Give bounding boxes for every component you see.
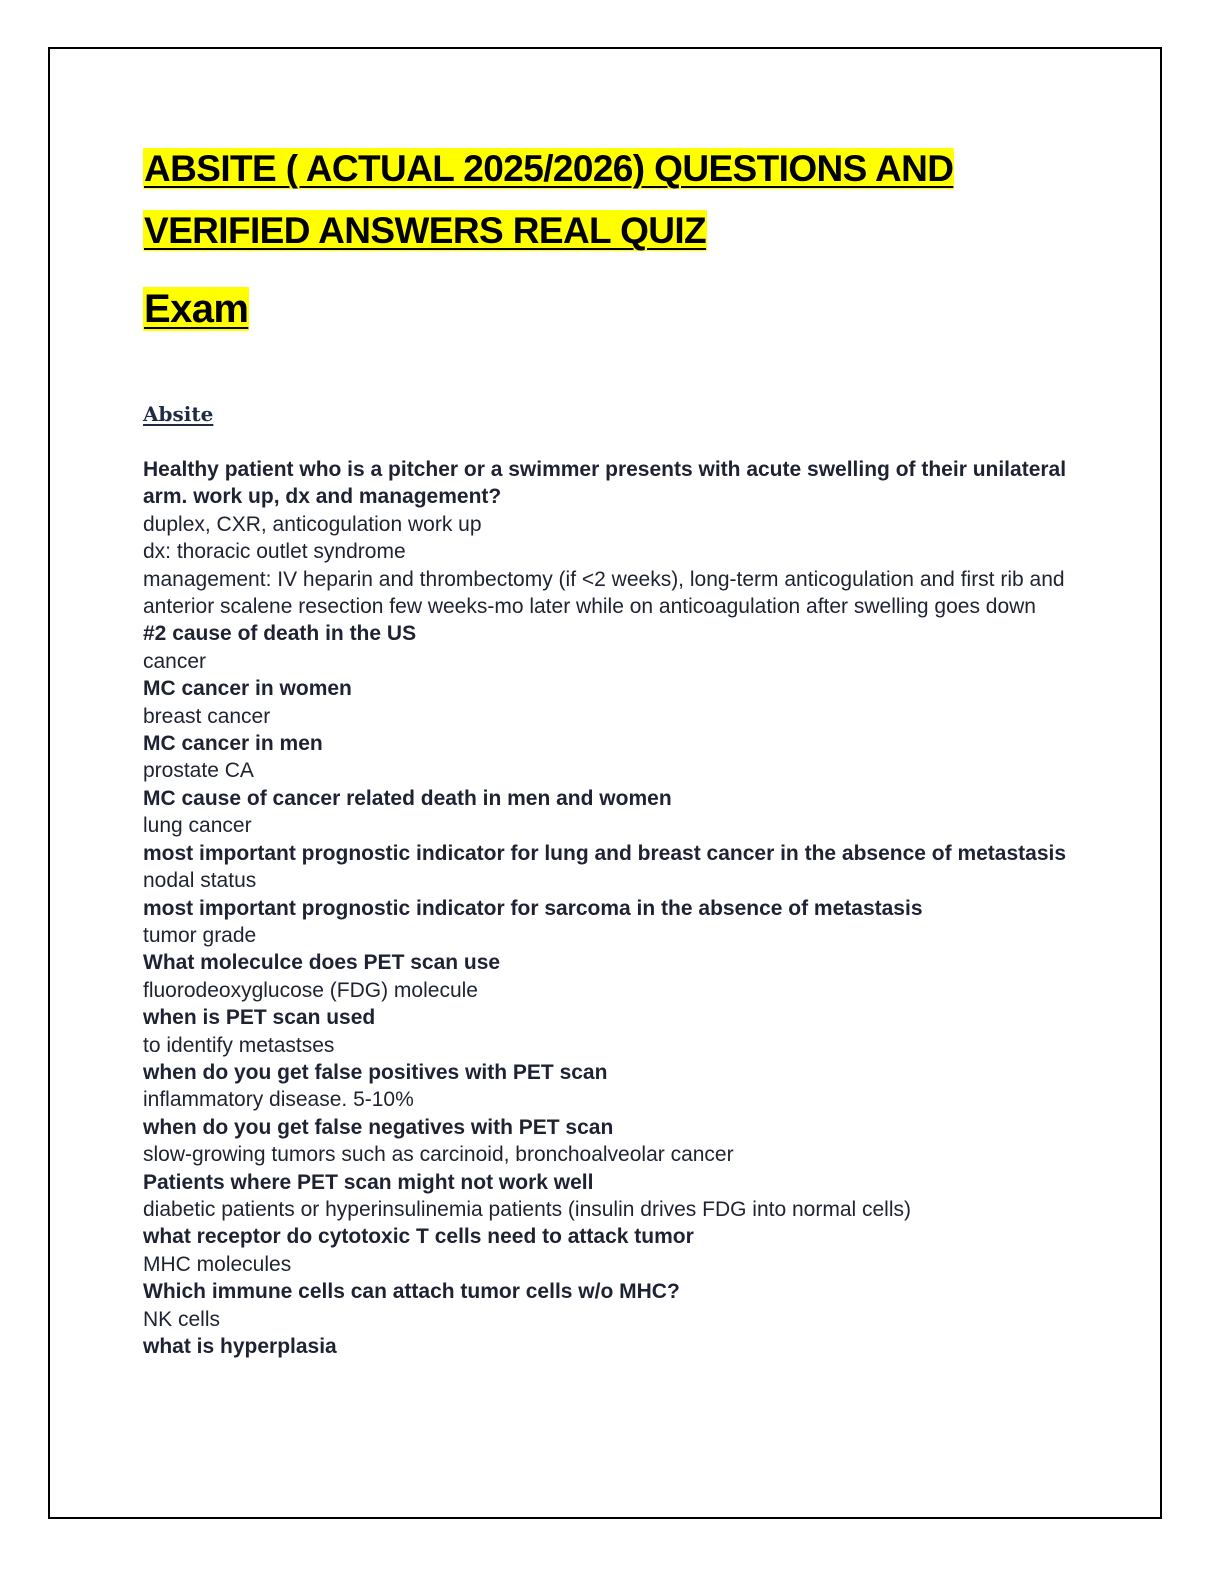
answer: breast cancer xyxy=(143,704,271,728)
answer: diabetic patients or hyperinsulinemia patients (insulin drives FDG into normal cells) xyxy=(143,1197,912,1221)
answer: nodal status xyxy=(143,869,257,893)
answer: fluorodeoxyglucose (FDG) molecule xyxy=(143,978,478,1002)
answer: dx: thoracic outlet syndrome xyxy=(143,540,406,564)
document-body xyxy=(143,138,1083,1360)
question: Which immune cells can attach tumor cells w/o MHC? xyxy=(143,1280,680,1304)
answer: MHC molecules xyxy=(143,1252,292,1276)
question: What moleculce does PET scan use xyxy=(143,951,501,975)
document-title-line-2: VERIFIED ANSWERS REAL QUIZ xyxy=(144,210,707,251)
question: Patients where PET scan might not work well xyxy=(143,1170,594,1194)
question: MC cause of cancer related death in men and women xyxy=(143,786,672,810)
answer: duplex, CXR, anticogulation work up xyxy=(143,512,482,536)
question: most important prognostic indicator for lung and breast cancer in the absence of metastasis xyxy=(143,841,1067,865)
question: most important prognostic indicator for sarcoma in the absence of metastasis xyxy=(143,896,923,920)
answer: inflammatory disease. 5-10% xyxy=(143,1088,414,1112)
question: MC cancer in women xyxy=(143,677,352,701)
document-title-line-1: ABSITE ( ACTUAL 2025/2026) QUESTIONS AND xyxy=(144,148,954,189)
answer: lung cancer xyxy=(143,814,252,838)
answer: slow-growing tumors such as carcinoid, bronchoalveolar cancer xyxy=(143,1143,734,1167)
qa-list xyxy=(143,456,1083,1360)
question: what is hyperplasia xyxy=(143,1335,337,1358)
question: Healthy patient who is a pitcher or a swimmer presents with acute swelling of their unilateral arm. work up, dx and management? xyxy=(143,458,1067,509)
answer: management: IV heparin and thrombectomy (if <2 weeks), long-term anticogulation and first rib and anterior scalene resection few weeks-mo later while on anticoagulation after swelling goes down xyxy=(143,567,1065,619)
question: when do you get false positives with PET scan xyxy=(143,1060,608,1084)
answer: tumor grade xyxy=(143,923,257,947)
document-title-line-3: Exam xyxy=(144,287,249,331)
section-heading: Absite xyxy=(143,402,214,426)
answer: NK cells xyxy=(143,1307,221,1331)
question: what receptor do cytotoxic T cells need to attack tumor xyxy=(143,1225,694,1249)
answer: prostate CA xyxy=(143,759,254,783)
question: when do you get false negatives with PET scan xyxy=(143,1115,614,1139)
question: MC cancer in men xyxy=(143,732,323,756)
question: when is PET scan used xyxy=(143,1006,376,1030)
question: #2 cause of death in the US xyxy=(143,622,417,646)
answer: cancer xyxy=(143,649,207,673)
answer: to identify metastses xyxy=(143,1033,335,1057)
